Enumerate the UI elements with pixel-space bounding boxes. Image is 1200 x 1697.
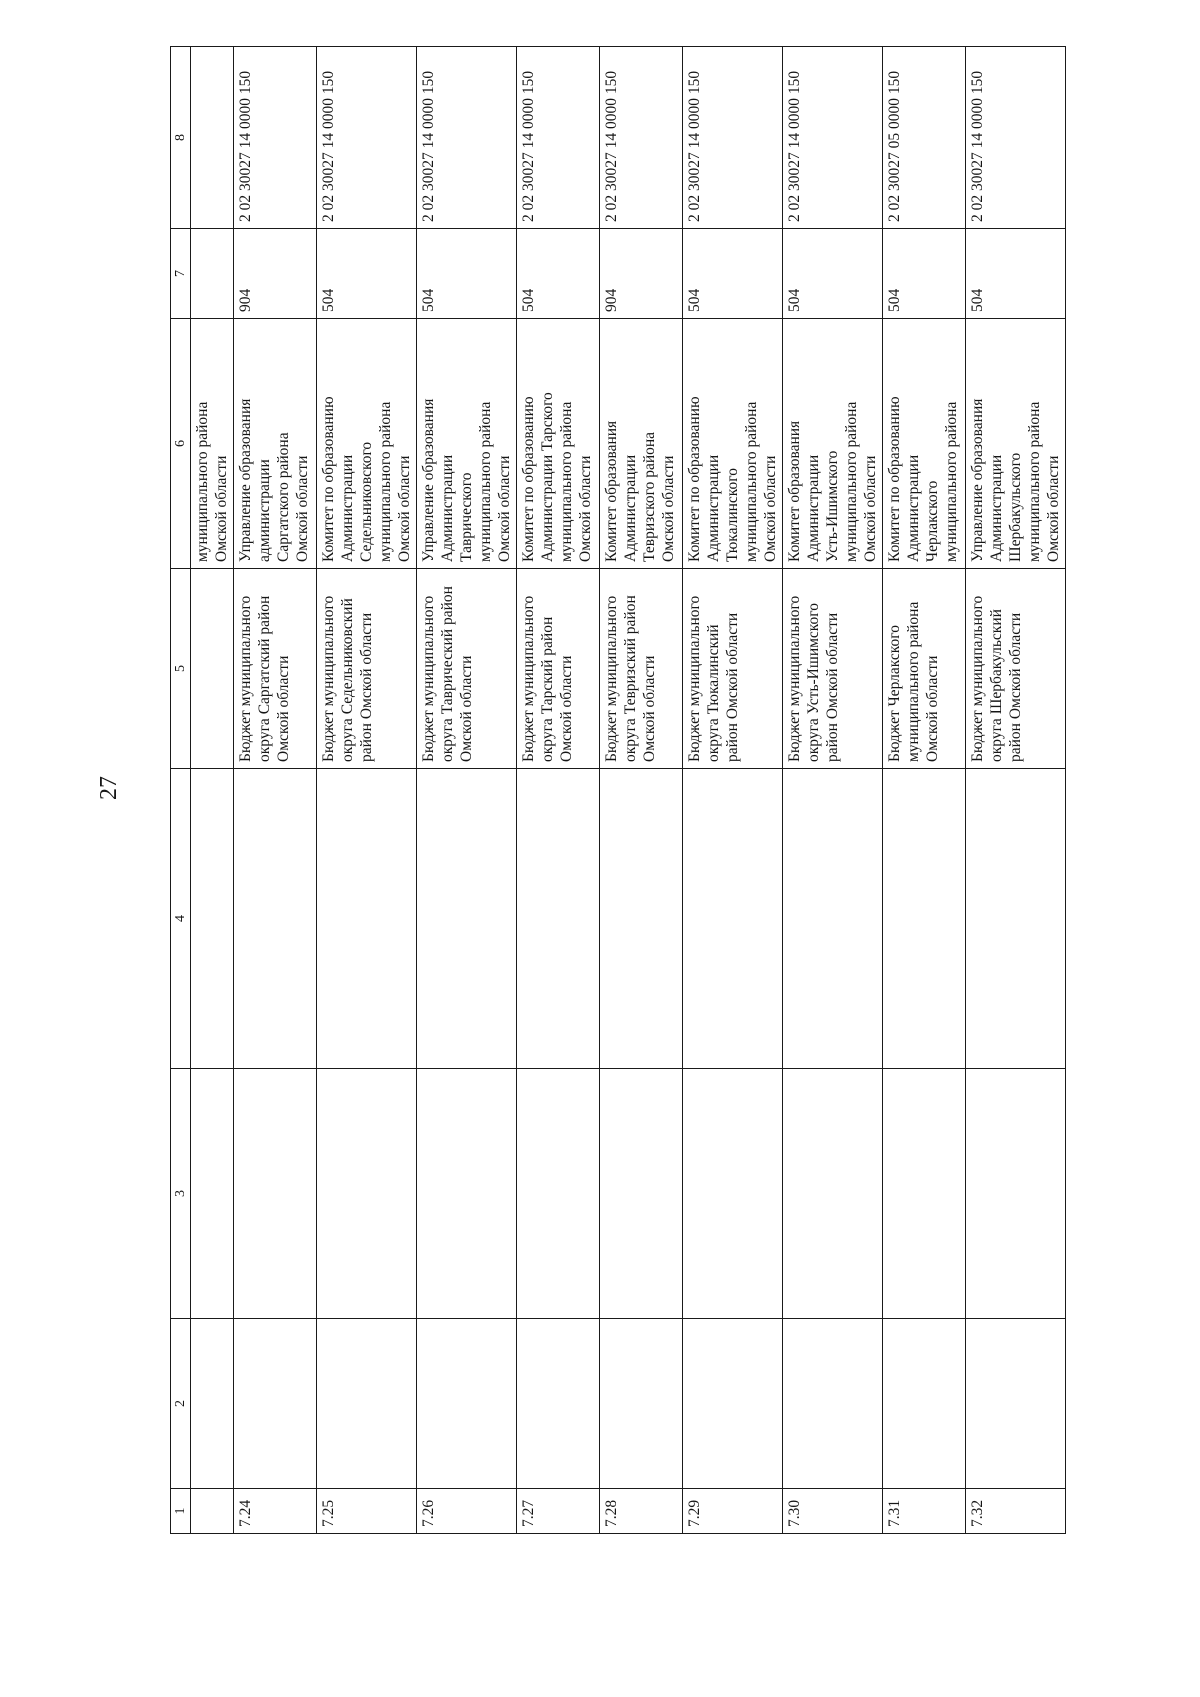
code-cell: 904 [234, 229, 317, 319]
allocation-table-frame [170, 47, 1103, 1534]
table-row [683, 47, 783, 1534]
administrator-cell: Управление образования Администрации Шербакульского муниципального района Омской области [966, 319, 1066, 569]
kbk-cell: 2 02 30027 14 0000 150 [600, 47, 683, 229]
table-row [517, 47, 600, 1534]
kbk-cell: 2 02 30027 14 0000 150 [966, 47, 1066, 229]
row-number-cell: 7.32 [966, 1489, 1066, 1534]
administrator-cell: Комитет по образованию Администрации Черлакского муниципального района [883, 319, 966, 569]
page-number: 27 [96, 776, 122, 800]
table-cell [417, 769, 517, 1069]
budget-cell: Бюджет муниципального округа Тевризский район Омской области [600, 569, 683, 769]
column-header: 3 [171, 1069, 191, 1319]
code-cell: 904 [600, 229, 683, 319]
column-header: 5 [171, 569, 191, 769]
table-row [600, 47, 683, 1534]
row-number-cell: 7.31 [883, 1489, 966, 1534]
administrator-cell: Комитет по образованию Администрации Седельниковского муниципального района Омской области [317, 319, 417, 569]
administrator-cell: Комитет образования Администрации Тевризского района Омской области [600, 319, 683, 569]
code-cell: 504 [417, 229, 517, 319]
table-cell [317, 769, 417, 1069]
table-cell [191, 1489, 234, 1534]
administrator-cell: Комитет по образованию Администрации Тюкалинского муниципального района Омской области [683, 319, 783, 569]
table-row [234, 47, 317, 1534]
table-cell [191, 569, 234, 769]
table-cell [600, 1069, 683, 1319]
table-row [966, 47, 1066, 1534]
table-cell [517, 1069, 600, 1319]
table-cell [600, 769, 683, 1069]
table-cell [966, 1069, 1066, 1319]
budget-cell: Бюджет муниципального округа Тюкалинский район Омской области [683, 569, 783, 769]
column-header: 4 [171, 769, 191, 1069]
table-row [417, 47, 517, 1534]
table-cell [683, 769, 783, 1069]
code-cell: 504 [883, 229, 966, 319]
budget-cell: Бюджет муниципального округа Тарский район Омской области [517, 569, 600, 769]
kbk-cell: 2 02 30027 14 0000 150 [317, 47, 417, 229]
table-cell [317, 1069, 417, 1319]
row-number-cell: 7.26 [417, 1489, 517, 1534]
table-cell [517, 1319, 600, 1489]
table-cell [783, 1069, 883, 1319]
code-cell: 504 [517, 229, 600, 319]
kbk-cell: 2 02 30027 14 0000 150 [783, 47, 883, 229]
table-cell [191, 47, 234, 229]
table-cell [883, 769, 966, 1069]
table-cell [234, 1319, 317, 1489]
administrator-cell: Комитет образования Администрации Усть-Ишимского муниципального района Омской области [783, 319, 883, 569]
table-cell [191, 1319, 234, 1489]
table-cell [191, 229, 234, 319]
row-number-cell: 7.27 [517, 1489, 600, 1534]
code-cell: 504 [317, 229, 417, 319]
kbk-cell: 2 02 30027 14 0000 150 [517, 47, 600, 229]
budget-cell: Бюджет муниципального округа Шербакульский район Омской области [966, 569, 1066, 769]
table-cell [966, 769, 1066, 1069]
table-cell [317, 1319, 417, 1489]
allocation-table [170, 46, 1066, 1534]
column-header: 1 [171, 1489, 191, 1534]
table-cell [517, 769, 600, 1069]
row-number-cell: 7.30 [783, 1489, 883, 1534]
code-cell: 504 [683, 229, 783, 319]
column-header: 7 [171, 229, 191, 319]
column-header: 8 [171, 47, 191, 229]
kbk-cell: 2 02 30027 05 0000 150 [883, 47, 966, 229]
table-cell [783, 769, 883, 1069]
kbk-cell: 2 02 30027 14 0000 150 [417, 47, 517, 229]
code-cell: 504 [966, 229, 1066, 319]
row-number-cell: 7.25 [317, 1489, 417, 1534]
table-cell [783, 1319, 883, 1489]
code-cell: 504 [783, 229, 883, 319]
table-cell [883, 1319, 966, 1489]
column-header: 2 [171, 1319, 191, 1489]
budget-cell: Бюджет Черлакского муниципального района Омской области [883, 569, 966, 769]
table-cell [417, 1319, 517, 1489]
column-header: 6 [171, 319, 191, 569]
continued-row [191, 47, 234, 1534]
table-cell [600, 1319, 683, 1489]
table-cell [234, 1069, 317, 1319]
kbk-cell: 2 02 30027 14 0000 150 [683, 47, 783, 229]
row-number-cell: 7.24 [234, 1489, 317, 1534]
table-cell [966, 1319, 1066, 1489]
continued-administrator-cell: муниципального района Омской области [191, 319, 234, 569]
budget-cell: Бюджет муниципального округа Саргатский район Омской области [234, 569, 317, 769]
budget-cell: Бюджет муниципального округа Седельниковский район Омской области [317, 569, 417, 769]
table-cell [234, 769, 317, 1069]
kbk-cell: 2 02 30027 14 0000 150 [234, 47, 317, 229]
administrator-cell: Комитет по образованию Администрации Тарского муниципального района Омской области [517, 319, 600, 569]
budget-cell: Бюджет муниципального округа Таврический район Омской области [417, 569, 517, 769]
table-cell [683, 1069, 783, 1319]
row-number-cell: 7.28 [600, 1489, 683, 1534]
table-cell [683, 1319, 783, 1489]
column-number-row [171, 47, 191, 1534]
administrator-cell: Управление образования Администрации Таврического муниципального района Омской области [417, 319, 517, 569]
table-row [883, 47, 966, 1534]
table-cell [883, 1069, 966, 1319]
table-cell [417, 1069, 517, 1319]
budget-cell: Бюджет муниципального округа Усть-Ишимского район Омской области [783, 569, 883, 769]
administrator-cell: Управление образования администрации Саргатского района Омской области [234, 319, 317, 569]
table-row [317, 47, 417, 1534]
table-row [783, 47, 883, 1534]
table-cell [191, 769, 234, 1069]
row-number-cell: 7.29 [683, 1489, 783, 1534]
table-cell [191, 1069, 234, 1319]
